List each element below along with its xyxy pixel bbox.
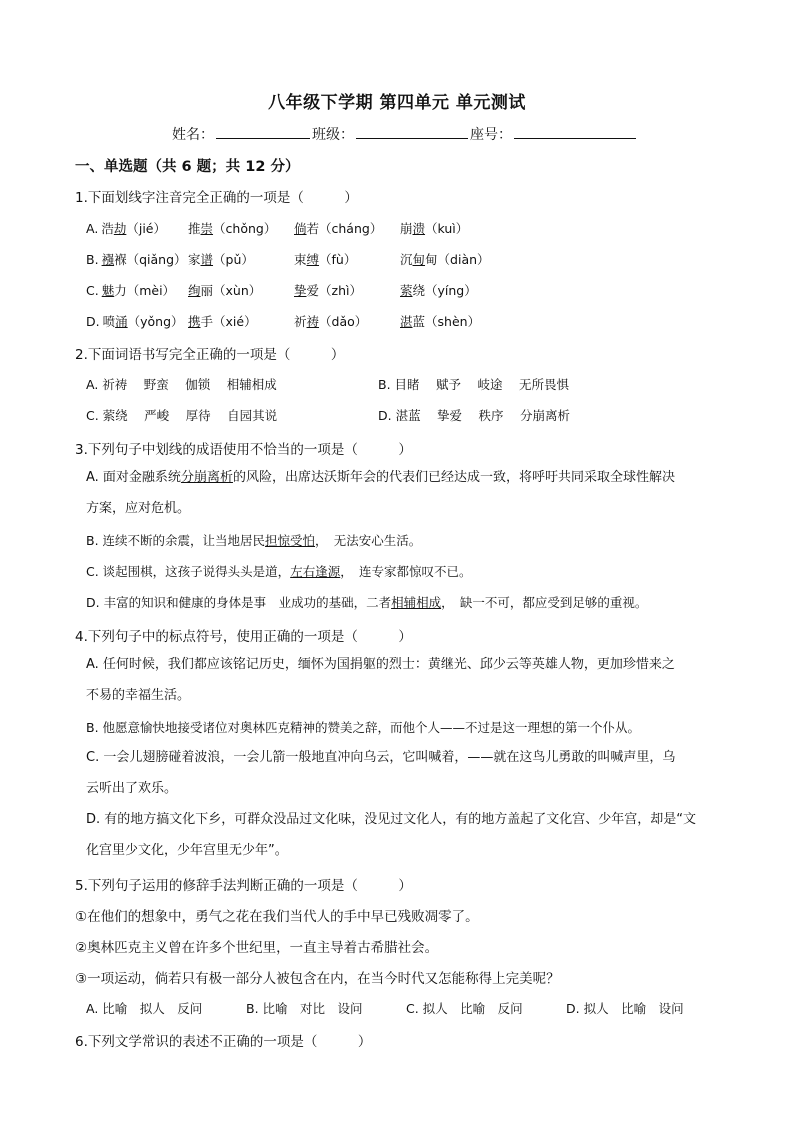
q3-a-cont: 方案，应对危机。 (86, 501, 191, 516)
q1-option-b-word-4 (400, 250, 490, 268)
question-2-stem: 2.下面词语书写完全正确的一项是（ ） (75, 347, 345, 363)
question-5-sentence-1: ①在他们的想象中，勇气之花在我们当代人的手中早已残败凋零了。 (75, 909, 479, 925)
class-blank[interactable] (356, 125, 468, 139)
option-letter: D. (86, 314, 100, 329)
underlined-char: 挚 (294, 283, 307, 298)
seat-label: 座号： (470, 127, 512, 143)
q1-option-a-word-1 (86, 219, 166, 237)
question-4-option-d (86, 804, 718, 866)
underlined-char: 湛 (400, 314, 413, 329)
word-text: 丽（xùn） (200, 283, 262, 298)
q3-c-text: C. 谈起围棋，这孩子说得头头是道， (86, 564, 291, 579)
q1-option-a-word-3 (294, 219, 382, 237)
question-6-stem: 6.下列文学常识的表述不正确的一项是（ ） (75, 1034, 372, 1050)
q1-option-d-word-3 (294, 312, 367, 330)
question-4-option-a (86, 649, 718, 711)
underlined-char: 携 (188, 314, 201, 329)
question-3-option-b (86, 531, 421, 549)
option-letter: C. (86, 283, 99, 298)
word-text: 褓（qiǎng） (114, 252, 187, 267)
q1-option-c-word-3 (294, 281, 362, 299)
underlined-char: 魅 (101, 283, 115, 298)
underlined-char: 甸 (412, 252, 426, 267)
underlined-char: 溃 (412, 221, 426, 236)
q3-b-text: B. 连续不断的余震，让当地居民 (86, 533, 266, 548)
q1-option-c-word-1 (86, 281, 175, 299)
word-text: 崩 (400, 221, 413, 236)
q1-option-c-word-4 (400, 281, 477, 299)
section-heading: 一、单选题（共 6 题；共 12 分） (75, 159, 300, 175)
question-4-option-b: B. 他愿意愉快地接受诸位对奥林匹克精神的赞美之辞，而他个人——不过是这一理想的第一个仆从。 (86, 720, 641, 735)
q1-option-c-word-2 (188, 281, 261, 299)
student-info-line (172, 124, 638, 144)
question-2-option-c: C. 萦绕 严峻 厚待 自园其说 (86, 408, 278, 423)
word-text: （kuì） (425, 221, 469, 236)
q4-a-line1: A. 任何时候，我们都应该铭记历史，缅怀为国捐躯的烈士：黄继光、邱少云等英雄人物，更加珍惜来之 (86, 657, 675, 672)
q3-a-rest: 的风险，出席达沃斯年会的代表们已经达成一致，将呼吁共同采取全球性解决 (232, 470, 675, 485)
question-3-option-c (86, 562, 471, 580)
option-letter: B. (86, 252, 99, 267)
question-5-option-a: A. 比喻 拟人 反问 (86, 1001, 203, 1016)
question-5-option-c: C. 拟人 比喻 反问 (406, 1001, 523, 1016)
word-text: 绕（yíng） (412, 283, 477, 298)
word-text: 蓝（shèn） (412, 314, 481, 329)
question-3-option-a (86, 462, 718, 524)
q3-b-idiom: 担惊受怕 (265, 533, 316, 548)
underlined-char: 涌 (115, 314, 128, 329)
question-2-option-b: B. 目睹 赋予 岐途 无所畏惧 (378, 377, 569, 392)
q4-d-line1: D. 有的地方搞文化下乡，可群众没品过文化味，没见过文化人，有的地方盖起了文化宫、少年宫，却是“文 (86, 812, 697, 827)
page-title: 八年级下学期 第四单元 单元测试 (268, 93, 526, 113)
word-text: 束 (294, 252, 307, 267)
question-2-option-d: D. 湛蓝 挚爱 秩序 分崩离析 (378, 408, 570, 423)
name-blank[interactable] (216, 125, 310, 139)
word-text: 祈 (294, 314, 307, 329)
word-text: 手（xié） (200, 314, 257, 329)
q1-option-d-word-2 (188, 312, 257, 330)
word-text: 力（mèi） (114, 283, 176, 298)
q3-d-idiom: 相辅相成 (391, 595, 442, 610)
question-4-option-c (86, 742, 718, 804)
underlined-char: 萦 (400, 283, 413, 298)
underlined-char: 劫 (113, 221, 127, 236)
word-text: （pǔ） (213, 252, 254, 267)
word-text: 喷 (102, 314, 116, 329)
q1-option-b-word-3 (294, 250, 356, 268)
question-5-sentence-3: ③一项运动，倘若只有极一部分人被包含在内，在当今时代又怎能称得上完美呢？ (75, 971, 560, 987)
q4-c-line1: C. 一会儿翅膀碰着波浪，一会儿箭一般地直冲向乌云，它叫喊着，——就在这鸟儿勇敢的叫喊声里，乌 (86, 750, 676, 765)
question-4-stem: 4.下列句子中的标点符号，使用正确的一项是（ ） (75, 629, 412, 645)
underlined-char: 襁 (101, 252, 115, 267)
question-5-option-d: D. 拟人 比喻 设问 (566, 1001, 684, 1016)
q3-d-text: D. 丰富的知识和健康的身体是事 业成功的基础，二者 (86, 595, 392, 610)
word-text: 浩 (101, 221, 114, 236)
word-text: 推 (188, 221, 201, 236)
word-text: （yǒng） (127, 314, 184, 329)
question-1-stem: 1.下面划线字注音完全正确的一项是（ ） (75, 190, 358, 206)
q3-c-rest: ， 连专家都惊叹不已。 (340, 564, 472, 579)
word-text: （dǎo） (319, 314, 368, 329)
word-text: 家 (188, 252, 201, 267)
word-text: 沉 (400, 252, 413, 267)
q1-option-b-word-1 (86, 250, 187, 268)
underlined-char: 绚 (188, 283, 201, 298)
word-text: （jié） (126, 221, 166, 236)
word-text: 若（cháng） (306, 221, 383, 236)
underlined-char: 缚 (306, 252, 320, 267)
word-text: （chǒng） (213, 221, 277, 236)
question-3-option-d (86, 593, 647, 611)
q4-a-line2: 不易的幸福生活。 (86, 688, 191, 703)
question-3-stem: 3.下列句子中划线的成语使用不恰当的一项是（ ） (75, 442, 412, 458)
name-label: 姓名： (172, 127, 214, 143)
q1-option-b-word-2 (188, 250, 254, 268)
word-text: 甸（diàn） (425, 252, 490, 267)
option-letter: A. (86, 221, 99, 236)
q3-a-text: A. 面对金融系统 (86, 470, 181, 485)
q1-option-d-word-4 (400, 312, 480, 330)
q1-option-a-word-4 (400, 219, 468, 237)
q4-d-line2: 化宫里少文化，少年宫里无少年”。 (86, 843, 288, 858)
word-text: 爱（zhì） (306, 283, 362, 298)
q4-c-line2: 云听出了欢乐。 (86, 781, 178, 796)
q3-c-idiom: 左右逢源 (290, 564, 341, 579)
q3-b-rest: ， 无法安心生活。 (315, 533, 422, 548)
q3-a-idiom: 分崩离析 (180, 470, 233, 485)
question-5-sentence-2: ②奥林匹克主义曾在许多个世纪里，一直主导着古希腊社会。 (75, 940, 439, 956)
question-2-option-a: A. 祈祷 野蛮 伽锁 相辅相成 (86, 377, 277, 392)
q1-option-a-word-2 (188, 219, 276, 237)
underlined-char: 谱 (200, 252, 214, 267)
question-5-stem: 5.下列句子运用的修辞手法判断正确的一项是（ ） (75, 878, 412, 894)
underlined-char: 倘 (294, 221, 307, 236)
class-label: 班级： (312, 127, 354, 143)
underlined-char: 祷 (306, 314, 320, 329)
word-text: （fù） (319, 252, 357, 267)
underlined-char: 崇 (200, 221, 214, 236)
question-5-option-b: B. 比喻 对比 设问 (246, 1001, 363, 1016)
q3-d-rest: ， 缺一不可，都应受到足够的重视。 (441, 595, 648, 610)
seat-blank[interactable] (514, 125, 636, 139)
q1-option-d-word-1 (86, 312, 184, 330)
